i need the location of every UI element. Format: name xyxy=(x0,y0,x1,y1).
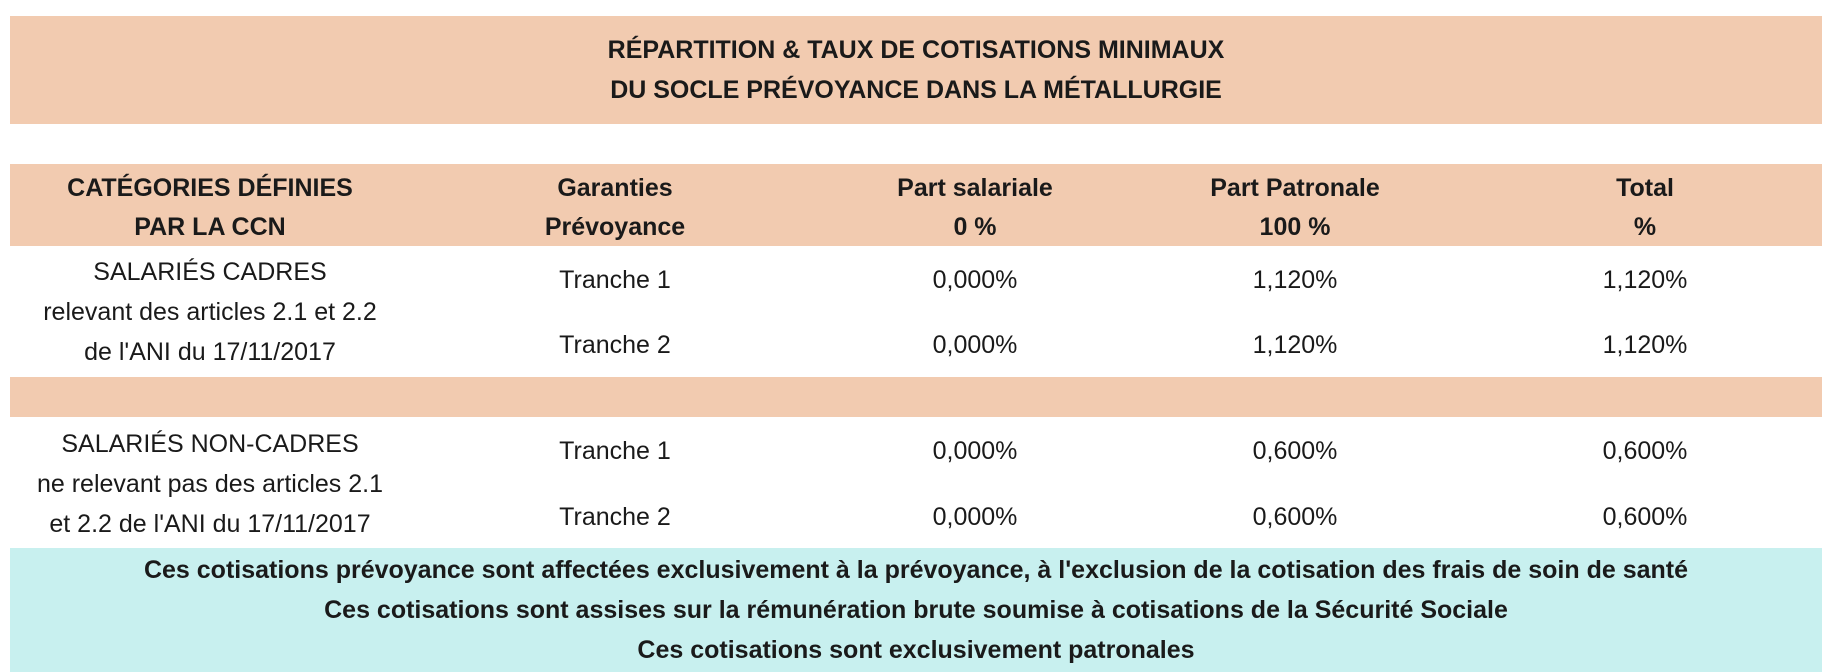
total-cell: 0,600% xyxy=(1602,437,1688,465)
header-garanties-line-1: Garanties xyxy=(557,174,673,202)
header-categories-line-2: PAR LA CCN xyxy=(134,213,286,241)
header-total-line-2: % xyxy=(1633,213,1657,241)
part-patronale-cell: 1,120% xyxy=(1252,331,1338,359)
header-patronale-line-2: 100 % xyxy=(1259,213,1331,241)
part-salariale-cell: 0,000% xyxy=(932,266,1018,294)
part-patronale-cell: 0,600% xyxy=(1252,437,1338,465)
part-patronale-cell: 0,600% xyxy=(1252,503,1338,531)
category-line-3: de l'ANI du 17/11/2017 xyxy=(84,338,336,366)
part-salariale-cell: 0,000% xyxy=(932,331,1018,359)
total-cell: 0,600% xyxy=(1602,503,1688,531)
category-line-2: relevant des articles 2.1 et 2.2 xyxy=(43,298,377,326)
category-line-1: SALARIÉS CADRES xyxy=(93,258,327,286)
category-line-3: et 2.2 de l'ANI du 17/11/2017 xyxy=(49,510,371,538)
notes-banner xyxy=(10,548,1822,672)
header-patronale-line-1: Part Patronale xyxy=(1210,174,1380,202)
note-line-3: Ces cotisations sont exclusivement patronales xyxy=(637,636,1195,664)
note-line-2: Ces cotisations sont assises sur la rémunération brute soumise à cotisations de la Sécurité Sociale xyxy=(324,596,1508,624)
header-salariale-line-1: Part salariale xyxy=(897,174,1053,202)
header-salariale-line-2: 0 % xyxy=(953,213,997,241)
title-banner xyxy=(10,16,1822,124)
part-salariale-cell: 0,000% xyxy=(932,437,1018,465)
tranche-cell: Tranche 1 xyxy=(559,266,671,294)
total-cell: 1,120% xyxy=(1602,266,1688,294)
tranche-cell: Tranche 2 xyxy=(559,503,671,531)
part-salariale-cell: 0,000% xyxy=(932,503,1018,531)
category-line-1: SALARIÉS NON-CADRES xyxy=(61,430,359,458)
part-patronale-cell: 1,120% xyxy=(1252,266,1338,294)
category-line-2: ne relevant pas des articles 2.1 xyxy=(36,470,384,498)
header-garanties-line-2: Prévoyance xyxy=(544,213,686,241)
separator-band xyxy=(10,377,1822,417)
note-line-1: Ces cotisations prévoyance sont affectées exclusivement à la prévoyance, à l'exclusion de la cotisation des frais de soin de santé xyxy=(143,556,1689,584)
header-total-line-1: Total xyxy=(1616,174,1674,202)
tranche-cell: Tranche 2 xyxy=(559,331,671,359)
total-cell: 1,120% xyxy=(1602,331,1688,359)
title-line-1: RÉPARTITION & TAUX DE COTISATIONS MINIMAUX xyxy=(607,36,1225,64)
title-line-2: DU SOCLE PRÉVOYANCE DANS LA MÉTALLURGIE xyxy=(610,76,1222,104)
tranche-cell: Tranche 1 xyxy=(559,437,671,465)
header-categories-line-1: CATÉGORIES DÉFINIES xyxy=(67,174,353,202)
